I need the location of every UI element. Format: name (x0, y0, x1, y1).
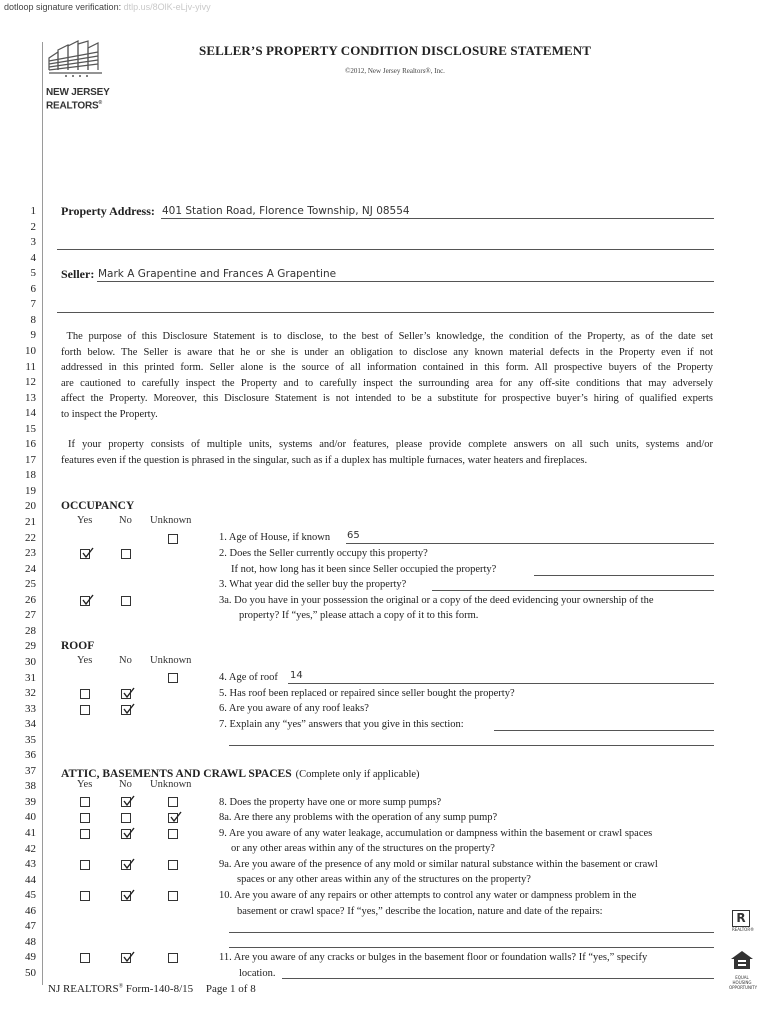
check-mark-icon (122, 687, 136, 701)
line-number: 16 (25, 438, 36, 451)
line-number: 39 (25, 795, 36, 808)
line-number: 12 (25, 376, 36, 389)
q4-unknown-checkbox[interactable] (168, 673, 178, 683)
q4-answer[interactable]: 14 (290, 670, 303, 681)
attic-heading (61, 764, 420, 783)
check-mark-icon (122, 889, 136, 903)
paragraph-line: forth below. The Seller is aware that he or she is under an obligation to disclose any known material defects in the Property even if not (61, 346, 713, 358)
q9a-no-checkbox[interactable] (121, 860, 131, 870)
q11-no-checkbox[interactable] (121, 953, 131, 963)
line-number: 50 (25, 966, 36, 979)
q1-line (346, 543, 714, 544)
col-yes: Yes (77, 655, 93, 666)
seller-line (97, 281, 714, 282)
line-number: 9 (30, 329, 36, 342)
q9-unknown-checkbox[interactable] (168, 829, 178, 839)
line-number: 35 (25, 733, 36, 746)
attic-title: ATTIC, BASEMENTS AND CRAWL SPACES (61, 768, 292, 780)
line-number: 20 (25, 500, 36, 513)
q6-no-checkbox[interactable] (121, 705, 131, 715)
page-title: SELLER’S PROPERTY CONDITION DISCLOSURE STATEMENT (198, 43, 591, 58)
line-number: 49 (25, 951, 36, 964)
q11-line (282, 978, 714, 979)
q10-answer-line-1 (229, 932, 714, 933)
line-number: 44 (25, 873, 36, 886)
line-number: 31 (25, 671, 36, 684)
q11-yes-checkbox[interactable] (80, 953, 90, 963)
q8-no-checkbox[interactable] (121, 797, 131, 807)
verification-id[interactable]: dtlp.us/8OlK-eLjv-yivy (123, 2, 211, 12)
q2-text: 2. Does the Seller currently occupy this property? (219, 548, 428, 559)
q9-no-checkbox[interactable] (121, 829, 131, 839)
line-number: 36 (25, 749, 36, 762)
q1-unknown-checkbox[interactable] (168, 534, 178, 544)
line-number: 43 (25, 858, 36, 871)
check-mark-icon (122, 795, 136, 809)
q6-text: 6. Are you aware of any roof leaks? (219, 703, 369, 714)
q10-line1: 10. Are you aware of any repairs or other attempts to control any water or dampness problem in the (219, 890, 637, 901)
q8-yes-checkbox[interactable] (80, 797, 90, 807)
check-mark-icon (169, 811, 183, 825)
nj-realtors-logo (46, 40, 126, 132)
q11-line1: 11. Are you aware of any cracks or bulges in the basement floor or foundation walls? If “yes,” specify (219, 952, 648, 963)
line-number: 37 (25, 764, 36, 777)
line-number: 13 (25, 391, 36, 404)
line-number: 5 (30, 267, 36, 280)
check-mark-icon (81, 594, 95, 608)
q3a-no-checkbox[interactable] (121, 596, 131, 606)
q4-text: 4. Age of roof (219, 672, 278, 683)
line-number: 7 (30, 298, 36, 311)
check-mark-icon (122, 827, 136, 841)
line-number: 33 (25, 702, 36, 715)
q8a-unknown-checkbox[interactable] (168, 813, 178, 823)
line-number: 24 (25, 562, 36, 575)
roof-heading: ROOF (61, 640, 95, 652)
signature-verification (4, 2, 211, 12)
line-number: 19 (25, 484, 36, 497)
line-number: 41 (25, 827, 36, 839)
purpose-paragraph (61, 329, 713, 423)
logo-reg: ® (98, 100, 102, 106)
line-number: 14 (25, 407, 36, 420)
q9-line1: 9. Are you aware of any water leakage, accumulation or dampness within the basement or crawl spaces (219, 828, 653, 839)
paragraph-line: If your property consists of multiple units, systems and/or features, please provide complete answers on all such units, systems and/or (61, 439, 713, 450)
paragraph-line: The purpose of this Disclosure Statement is to disclose, to the best of Seller’s knowledge, the condition of the Property, as of the date set (61, 331, 713, 342)
q9a-unknown-checkbox[interactable] (168, 860, 178, 870)
q9a-yes-checkbox[interactable] (80, 860, 90, 870)
check-mark-icon (122, 951, 136, 965)
q10-unknown-checkbox[interactable] (168, 891, 178, 901)
q11-unknown-checkbox[interactable] (168, 953, 178, 963)
multi-unit-paragraph (61, 437, 713, 468)
paragraph-line: to inspect the Property. (61, 408, 158, 420)
line-number: 2 (30, 220, 36, 233)
q2b-line (534, 575, 714, 576)
check-mark-icon (122, 703, 136, 717)
copyright-notice: ©2012, New Jersey Realtors®, Inc. (345, 67, 445, 75)
occupancy-heading: OCCUPANCY (61, 500, 135, 512)
line-number: 21 (25, 516, 36, 528)
col-unknown: Unknown (150, 779, 192, 790)
line-number: 15 (25, 422, 36, 435)
col-unknown: Unknown (150, 515, 192, 526)
q3-text: 3. What year did the seller buy the property? (219, 579, 407, 590)
q10-answer-line-2 (229, 947, 714, 948)
footer-form-number: Form-140-8/15 (123, 983, 194, 995)
line-number: 34 (25, 718, 36, 731)
q5-text: 5. Has roof been replaced or repaired since seller bought the property? (219, 688, 515, 699)
q3a-line1: 3a. Do you have in your possession the original or a copy of the deed evidencing your ownership of the (219, 595, 654, 606)
line-number: 47 (25, 920, 36, 933)
line-number: 8 (30, 313, 36, 326)
q10-yes-checkbox[interactable] (80, 891, 90, 901)
seller-line-2 (57, 312, 714, 313)
q8a-no-checkbox[interactable] (121, 813, 131, 823)
line-number: 18 (25, 469, 36, 482)
q2-no-checkbox[interactable] (121, 549, 131, 559)
q10-line2: basement or crawl space? If “yes,” describe the location, nature and date of the repairs: (237, 906, 603, 917)
line-number: 45 (25, 889, 36, 902)
q5-yes-checkbox[interactable] (80, 689, 90, 699)
paragraph-line: affect the Property. Moreover, this Disclosure Statement is not intended to be a substitute for prospective buyer’s hiring of qualified experts (61, 393, 713, 405)
line-number: 25 (25, 578, 36, 591)
q9a-line2: spaces or any other areas within any of the structures on the property? (237, 874, 531, 885)
col-no: No (119, 779, 132, 790)
footer-reg: ® (118, 983, 124, 990)
line-number: 48 (25, 935, 36, 948)
col-no: No (119, 515, 132, 526)
property-address-value[interactable]: 401 Station Road, Florence Township, NJ 08554 (162, 205, 410, 217)
paragraph-line: are cautioned to carefully inspect the Property and to carefully inspect the surrounding area for any off-site conditions that may adversely (61, 377, 713, 389)
line-number: 29 (25, 640, 36, 653)
footer-form-name: NJ REALTORS (48, 983, 119, 995)
paragraph-line: addressed in this printed form. Seller alone is the source of all information contained in this form. All prospective buyers of the Property (61, 362, 713, 374)
line-number: 46 (25, 904, 36, 917)
check-mark-icon (81, 547, 95, 561)
q9a-line1: 9a. Are you aware of the presence of any mold or similar natural substance within the basement or crawl (219, 859, 658, 870)
q9-yes-checkbox[interactable] (80, 829, 90, 839)
line-number: 17 (25, 453, 36, 466)
q9-line2: or any other areas within any of the structures on the property? (231, 843, 495, 854)
left-margin-rule (42, 42, 43, 985)
q3-line (432, 590, 714, 591)
col-yes: Yes (77, 515, 93, 526)
seller-label: Seller: (61, 267, 95, 281)
line-number: 3 (30, 236, 36, 249)
line-number: 32 (25, 687, 36, 700)
col-no: No (119, 655, 132, 666)
col-yes: Yes (77, 779, 93, 790)
line-number: 27 (25, 609, 36, 622)
col-unknown: Unknown (150, 655, 192, 666)
line-number: 10 (25, 344, 36, 357)
page-footer (48, 983, 256, 995)
seller-value[interactable]: Mark A Grapentine and Frances A Grapentine (98, 268, 337, 280)
line-number: 26 (25, 593, 36, 606)
address-line-2 (57, 249, 714, 250)
q3a-yes-checkbox[interactable] (80, 596, 90, 606)
line-number: 42 (25, 842, 36, 855)
paragraph-line: features even if the question is phrased in the singular, such as if a duplex has multiple furnaces, water heaters and fireplaces. (61, 454, 588, 466)
q1-answer[interactable]: 65 (347, 530, 360, 541)
q10-no-checkbox[interactable] (121, 891, 131, 901)
line-number: 40 (25, 811, 36, 824)
line-number: 23 (25, 547, 36, 560)
q2-yes-checkbox[interactable] (80, 549, 90, 559)
q1-text: 1. Age of House, if known (219, 532, 331, 543)
q8a-yes-checkbox[interactable] (80, 813, 90, 823)
q7-text: 7. Explain any “yes” answers that you give in this section: (219, 719, 464, 730)
check-mark-icon (122, 858, 136, 872)
property-address-label: Property Address: (61, 204, 155, 218)
q5-no-checkbox[interactable] (121, 689, 131, 699)
line-number: 30 (25, 655, 36, 668)
realtor-caption: REALTOR® (732, 927, 755, 932)
realtor-r-icon: R REALTOR® (732, 911, 755, 932)
q6-yes-checkbox[interactable] (80, 705, 90, 715)
q8a-text: 8a. Are there any problems with the operation of any sump pump? (219, 812, 498, 823)
equal-housing-icon (729, 950, 758, 990)
q3a-line2: property? If “yes,” please attach a copy of it to this form. (239, 610, 479, 621)
q7-line-2 (229, 745, 714, 746)
line-number: 38 (25, 780, 36, 793)
eho-caption: EQUAL HOUSING OPPORTUNITY (729, 975, 758, 990)
logo-line2: REALTORS (46, 100, 99, 112)
attic-subtitle: (Complete only if applicable) (295, 769, 420, 780)
line-number: 28 (25, 624, 36, 637)
verification-label: dotloop signature verification: (4, 2, 122, 12)
q8-unknown-checkbox[interactable] (168, 797, 178, 807)
property-address-line (161, 218, 714, 219)
line-number: 11 (25, 360, 36, 373)
line-number: 22 (25, 531, 36, 544)
q4-line (288, 683, 714, 684)
q11-line2: location. (239, 968, 276, 979)
footer-page-number: Page 1 of 8 (205, 983, 256, 995)
line-number: 1 (30, 205, 36, 217)
line-number: 6 (30, 282, 36, 295)
line-number: 4 (30, 251, 36, 264)
logo-line1: NEW JERSEY (46, 87, 110, 98)
building-skyline-icon (46, 40, 106, 80)
q8-text: 8. Does the property have one or more sump pumps? (219, 797, 442, 808)
q2b-text: If not, how long has it been since Seller occupied the property? (231, 564, 497, 575)
q7-line (494, 730, 714, 731)
